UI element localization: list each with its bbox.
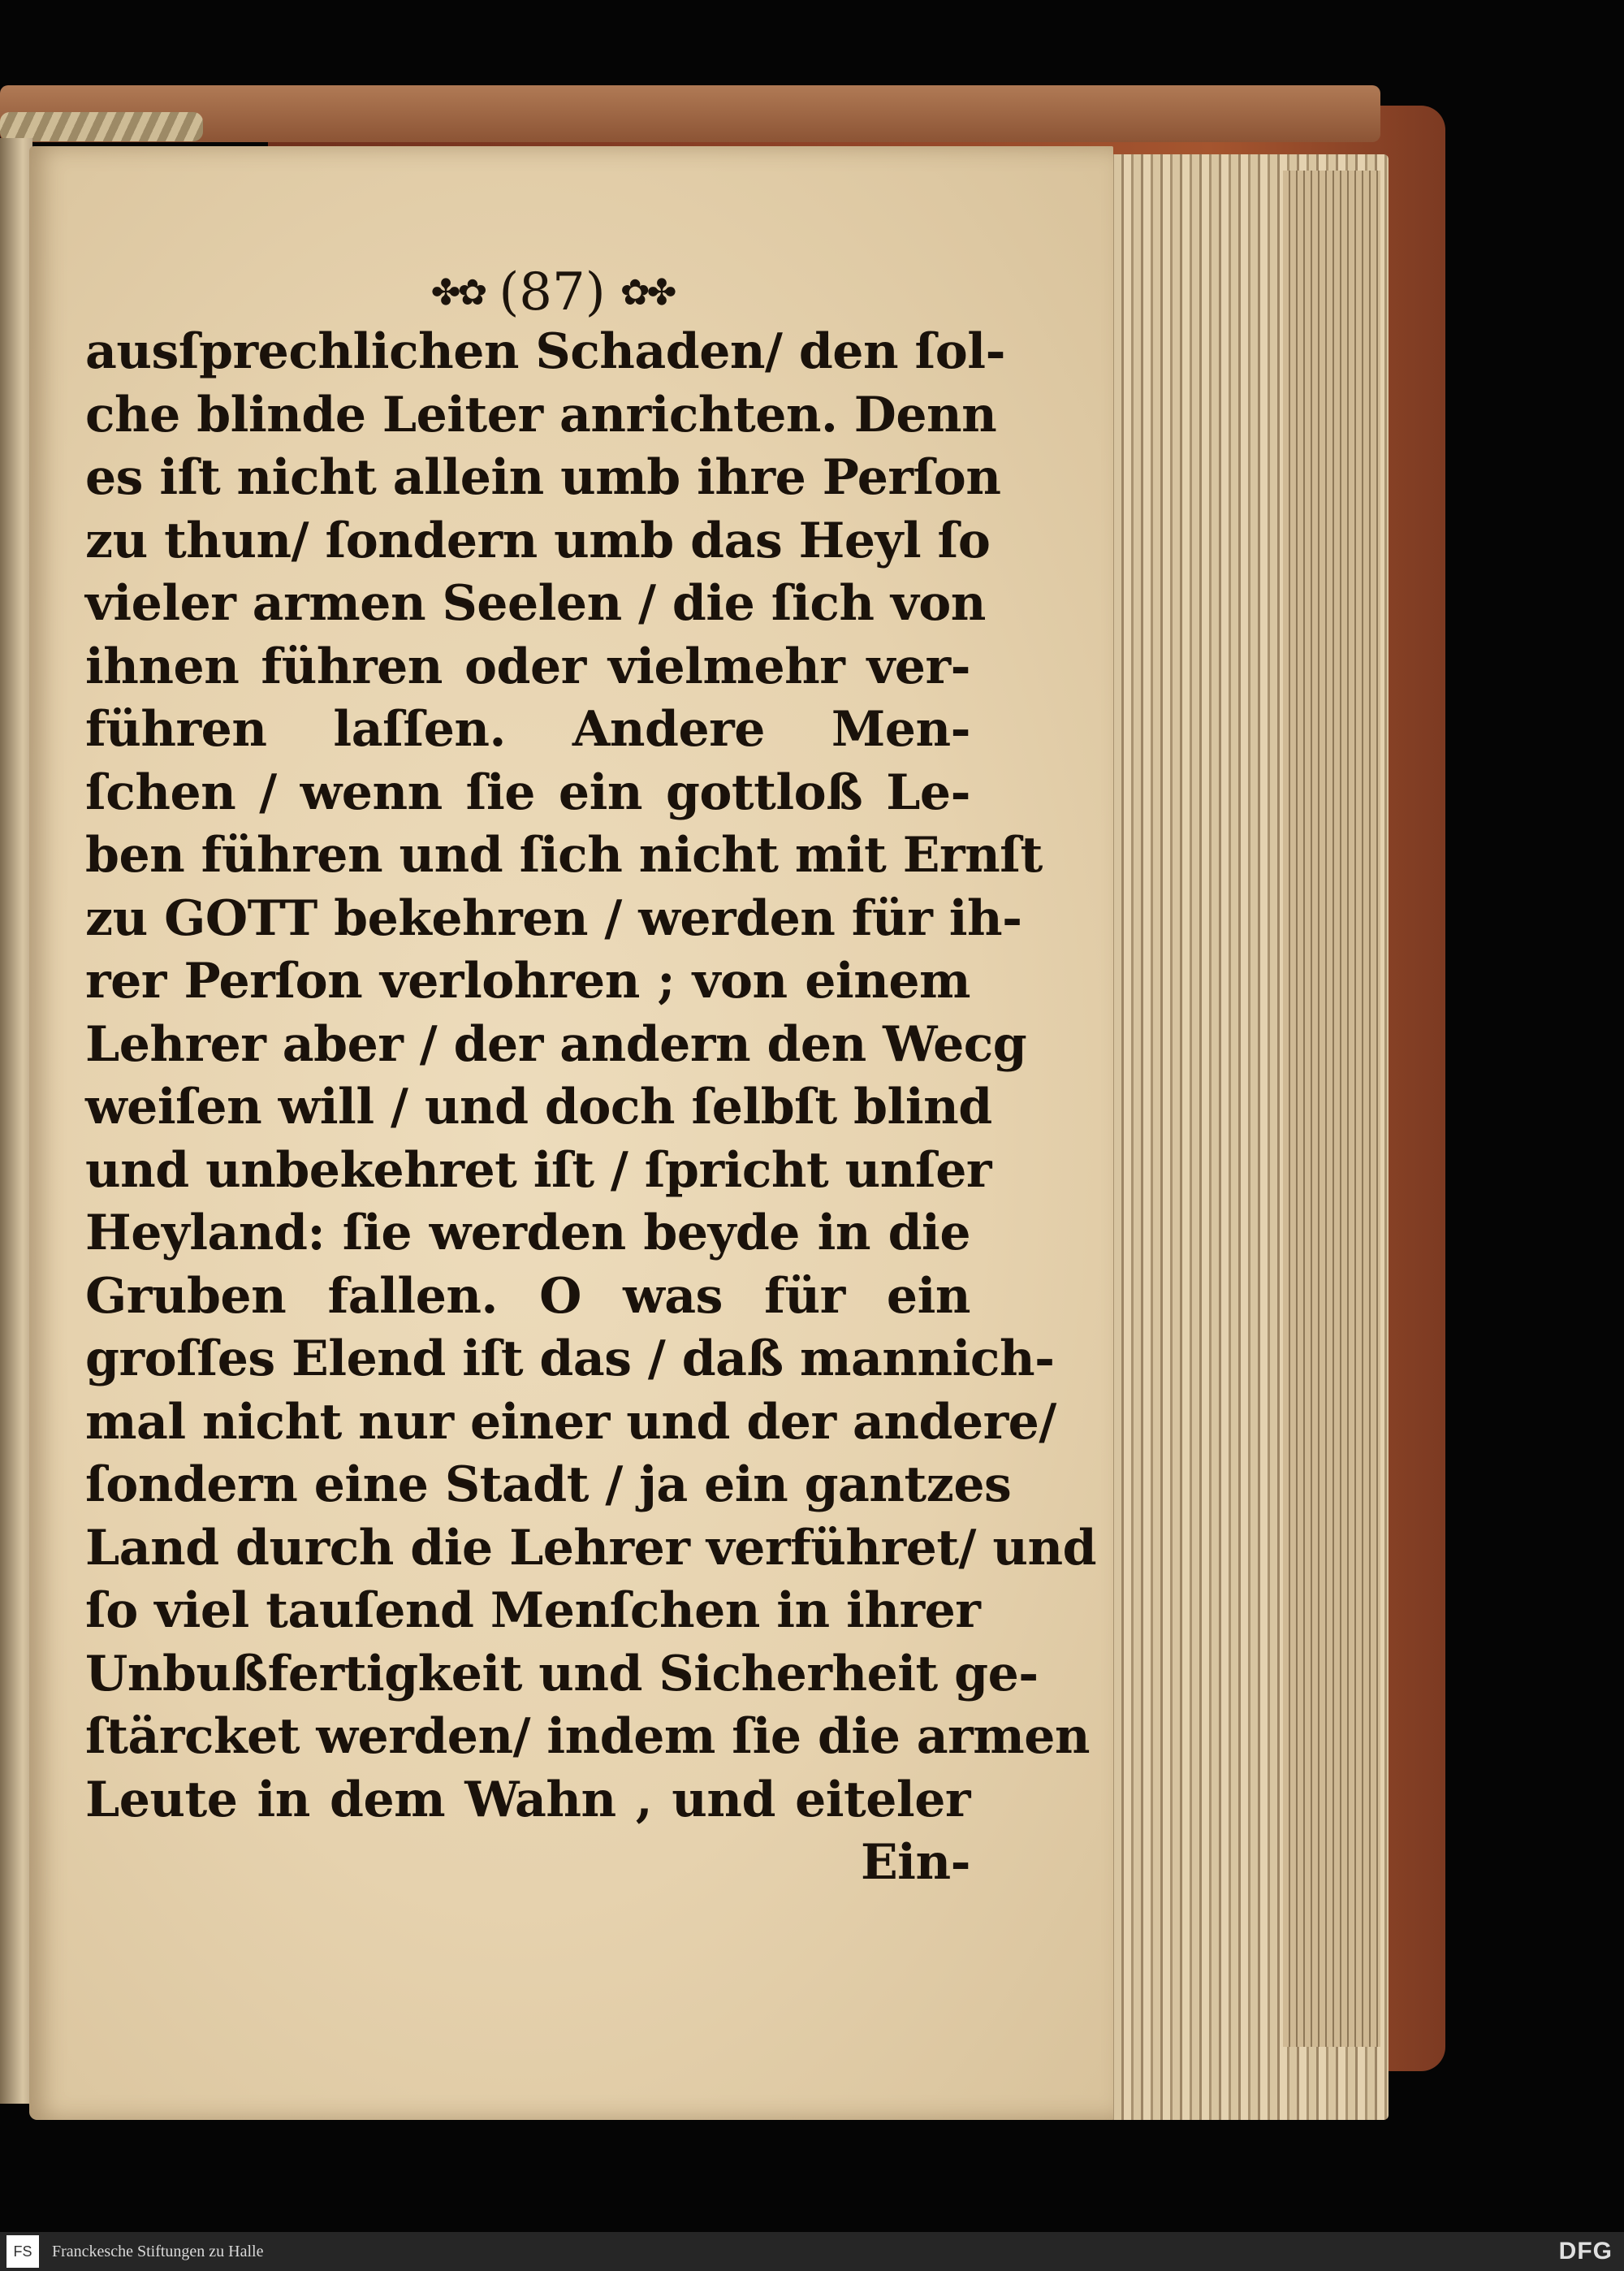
text-line: Lehrer aber / der andern den Wecg	[85, 1015, 1027, 1073]
text-line: Leute in dem Wahn , und eiteler	[85, 1771, 970, 1828]
text-line: weiſen will / und doch ſelbſt blind	[85, 1079, 992, 1136]
text-line: ſo viel tauſend Menſchen in ihrer	[85, 1582, 981, 1639]
binding-cord	[0, 112, 203, 141]
text-line: ſondern eine Stadt / ja ein gantzes	[85, 1456, 1012, 1513]
page-number: (87)	[499, 262, 606, 322]
text-line: rer Perſon verlohren ; von einem	[85, 953, 970, 1010]
text-line: führen laſſen. Andere Men-	[85, 701, 970, 758]
text-line: und unbekehret iſt / ſpricht unſer	[85, 1141, 991, 1199]
text-line: ſtärcket werden/ indem ſie die armen	[85, 1708, 1091, 1765]
text-line: zu thun/ ſondern umb das Heyl ſo	[85, 512, 991, 569]
page-header	[382, 256, 723, 329]
ornament-left-icon: ✤✿	[430, 271, 485, 314]
institution-name: Franckesche Stiftungen zu Halle	[52, 2242, 264, 2260]
text-line: es iſt nicht allein umb ihre Perſon	[85, 449, 1001, 506]
text-line: vieler armen Seelen / die ſich von	[85, 575, 986, 632]
text-line: Unbußfertigkeit und Sicherheit ge-	[85, 1645, 1039, 1702]
left-page-edge	[0, 138, 32, 2104]
body-text	[85, 321, 1097, 1895]
binding-top-edge	[0, 85, 1380, 142]
text-line: Gruben fallen. O was für ein	[85, 1267, 970, 1325]
text-line: Heyland: ſie werden beyde in die	[85, 1205, 970, 1261]
catchword: Ein-	[860, 1834, 970, 1891]
text-line: ihnen führen oder vielmehr ver-	[85, 638, 970, 695]
text-line: ſchen / wenn ſie ein gottloß Le-	[85, 763, 970, 821]
institution-logo-text: FS	[13, 2243, 32, 2260]
ornament-right-icon: ✿✤	[620, 271, 674, 314]
institution-logo-icon	[6, 2235, 39, 2268]
text-line: mal nicht nur einer und der andere/	[85, 1393, 1056, 1451]
viewer-footer	[0, 2232, 1624, 2271]
text-line: ben führen und ſich nicht mit Ernſt	[85, 827, 1043, 884]
text-line: zu GOTT bekehren / werden für ih-	[85, 889, 1022, 947]
text-line: ausſprechlichen Schaden/ den ſol-	[85, 323, 1005, 380]
text-line: che blinde Leiter anrichten. Denn	[85, 386, 997, 443]
page-stack-inner	[1283, 171, 1380, 2047]
text-line: Land durch die Lehrer verführet/ und	[85, 1519, 1097, 1577]
dfg-logo: DFG	[1558, 2238, 1613, 2265]
text-line: groſſes Elend iſt das / daß mannich-	[85, 1330, 1055, 1387]
